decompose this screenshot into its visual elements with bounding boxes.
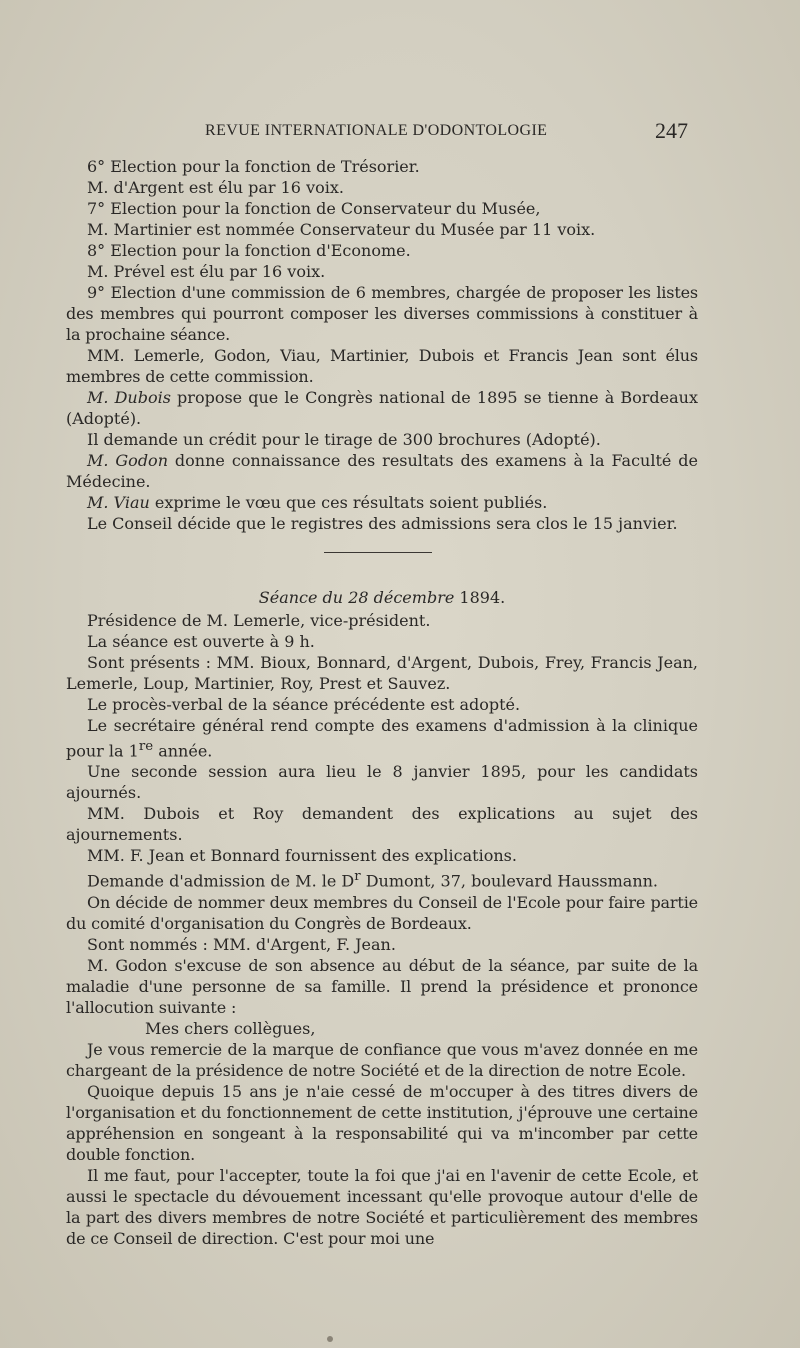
separator-rule xyxy=(324,552,432,553)
paragraph-text: Dumont, 37, boulevard Haussmann. xyxy=(360,871,659,891)
paragraph-text: Le secrétaire général rend compte des examens d'admission à la clinique pour la 1 xyxy=(66,716,698,761)
speech-salutation: Mes chers collègues, xyxy=(145,1018,316,1038)
paragraph: Le Conseil décide que le registres des admissions sera clos le 15 janvier. xyxy=(87,514,678,533)
seance-label: Séance du 28 décembre xyxy=(258,588,455,607)
page-number: 247 xyxy=(655,118,688,143)
ink-dot xyxy=(327,1336,333,1342)
paragraph-text: exprime le vœu que ces résultats soient publiés. xyxy=(149,493,548,512)
paragraph: M. Martinier est nommée Conservateur du Musée par 11 voix. xyxy=(87,220,596,239)
paragraph: MM. F. Jean et Bonnard fournissent des explications. xyxy=(87,846,517,866)
paragraph-godon xyxy=(66,450,698,492)
paragraph: Sont nommés : MM. d'Argent, F. Jean. xyxy=(87,934,396,954)
paragraph: 8° Election pour la fonction d'Econome. xyxy=(87,241,411,260)
paragraph: Sont présents : MM. Bioux, Bonnard, d'Argent, Dubois, Frey, Francis Jean, Lemerle, Loup, Martinier, Roy, Prest et Sauvez. xyxy=(66,653,698,693)
speech-paragraph: Quoique depuis 15 ans je n'aie cessé de m'occuper à des titres divers de l'organisation et du fonctionnement de cette institution, j'éprouve une certaine appréhension en songeant à la responsabilité qui va m'incomber par cette double fonction. xyxy=(66,1081,698,1164)
speech-paragraph: Je vous remercie de la marque de confiance que vous m'avez donnée en me chargeant de la présidence de notre Société et de la direction de notre Ecole. xyxy=(66,1039,698,1080)
speaker-name: M. Viau xyxy=(87,493,150,512)
running-header xyxy=(88,118,688,146)
paragraph: Le procès-verbal de la séance précédente est adopté. xyxy=(87,695,521,714)
paragraph-text: année. xyxy=(153,741,213,761)
paragraph-dumont xyxy=(66,866,698,891)
running-title: REVUE INTERNATIONALE D'ODONTOLOGIE xyxy=(205,122,548,139)
paragraph: 6° Election pour la fonction de Trésorier. xyxy=(87,157,420,176)
paragraph-dubois xyxy=(66,387,698,429)
paragraph: On décide de nommer deux membres du Conseil de l'Ecole pour faire partie du comité d'organisation du Congrès de Bordeaux. xyxy=(66,892,698,933)
section-break xyxy=(66,534,698,610)
paragraph: 7° Election pour la fonction de Conservateur du Musée, xyxy=(87,199,541,218)
paragraph: Une seconde session aura lieu le 8 janvier 1895, pour les candidats ajournés. xyxy=(66,762,698,803)
paragraph: 9° Election d'une commission de 6 membres, chargée de proposer les listes des membres qui pourront composer les diverses commissions à constituer à la prochaine séance. xyxy=(66,283,698,344)
paragraph-text: propose que le Congrès national de 1895 se tienne à Bordeaux (Adopté). xyxy=(66,388,699,428)
paragraph: M. d'Argent est élu par 16 voix. xyxy=(87,178,344,197)
paragraph-text: Demande d'admission de M. le D xyxy=(87,871,355,891)
body-text xyxy=(66,156,698,1249)
section-heading xyxy=(66,587,698,608)
speaker-name: M. Dubois xyxy=(87,388,171,407)
paragraph-viau xyxy=(66,492,698,513)
paragraph: MM. Dubois et Roy demandent des explications au sujet des ajournements. xyxy=(66,804,698,845)
paragraph: M. Prével est élu par 16 voix. xyxy=(87,262,326,281)
paragraph-secretaire xyxy=(66,715,698,761)
paragraph: Il demande un crédit pour le tirage de 300 brochures (Adopté). xyxy=(87,430,601,449)
paragraph: MM. Lemerle, Godon, Viau, Martinier, Dubois et Francis Jean sont élus membres de cette commission. xyxy=(66,346,698,386)
speech-paragraph: Il me faut, pour l'accepter, toute la foi que j'ai en l'avenir de cette Ecole, et aussi le spectacle du dévouement incessant qu'elle provoque autour d'elle de la part des divers membres de notre Société et particulièrement des membres de ce Conseil de direction. C'est pour moi une xyxy=(66,1165,698,1248)
superscript: re xyxy=(138,739,154,754)
superscript: r xyxy=(354,869,361,885)
seance-year: 1894. xyxy=(459,588,506,607)
paragraph: M. Godon s'excuse de son absence au début de la séance, par suite de la maladie d'une personne de sa famille. Il prend la présidence et prononce l'allocution suivante : xyxy=(66,955,698,1017)
speaker-name: M. Godon xyxy=(87,451,168,470)
paragraph: La séance est ouverte à 9 h. xyxy=(87,632,315,651)
paragraph: Présidence de M. Lemerle, vice-président. xyxy=(87,611,431,630)
paragraph-text: donne connaissance des resultats des examens à la Faculté de Médecine. xyxy=(66,451,698,491)
